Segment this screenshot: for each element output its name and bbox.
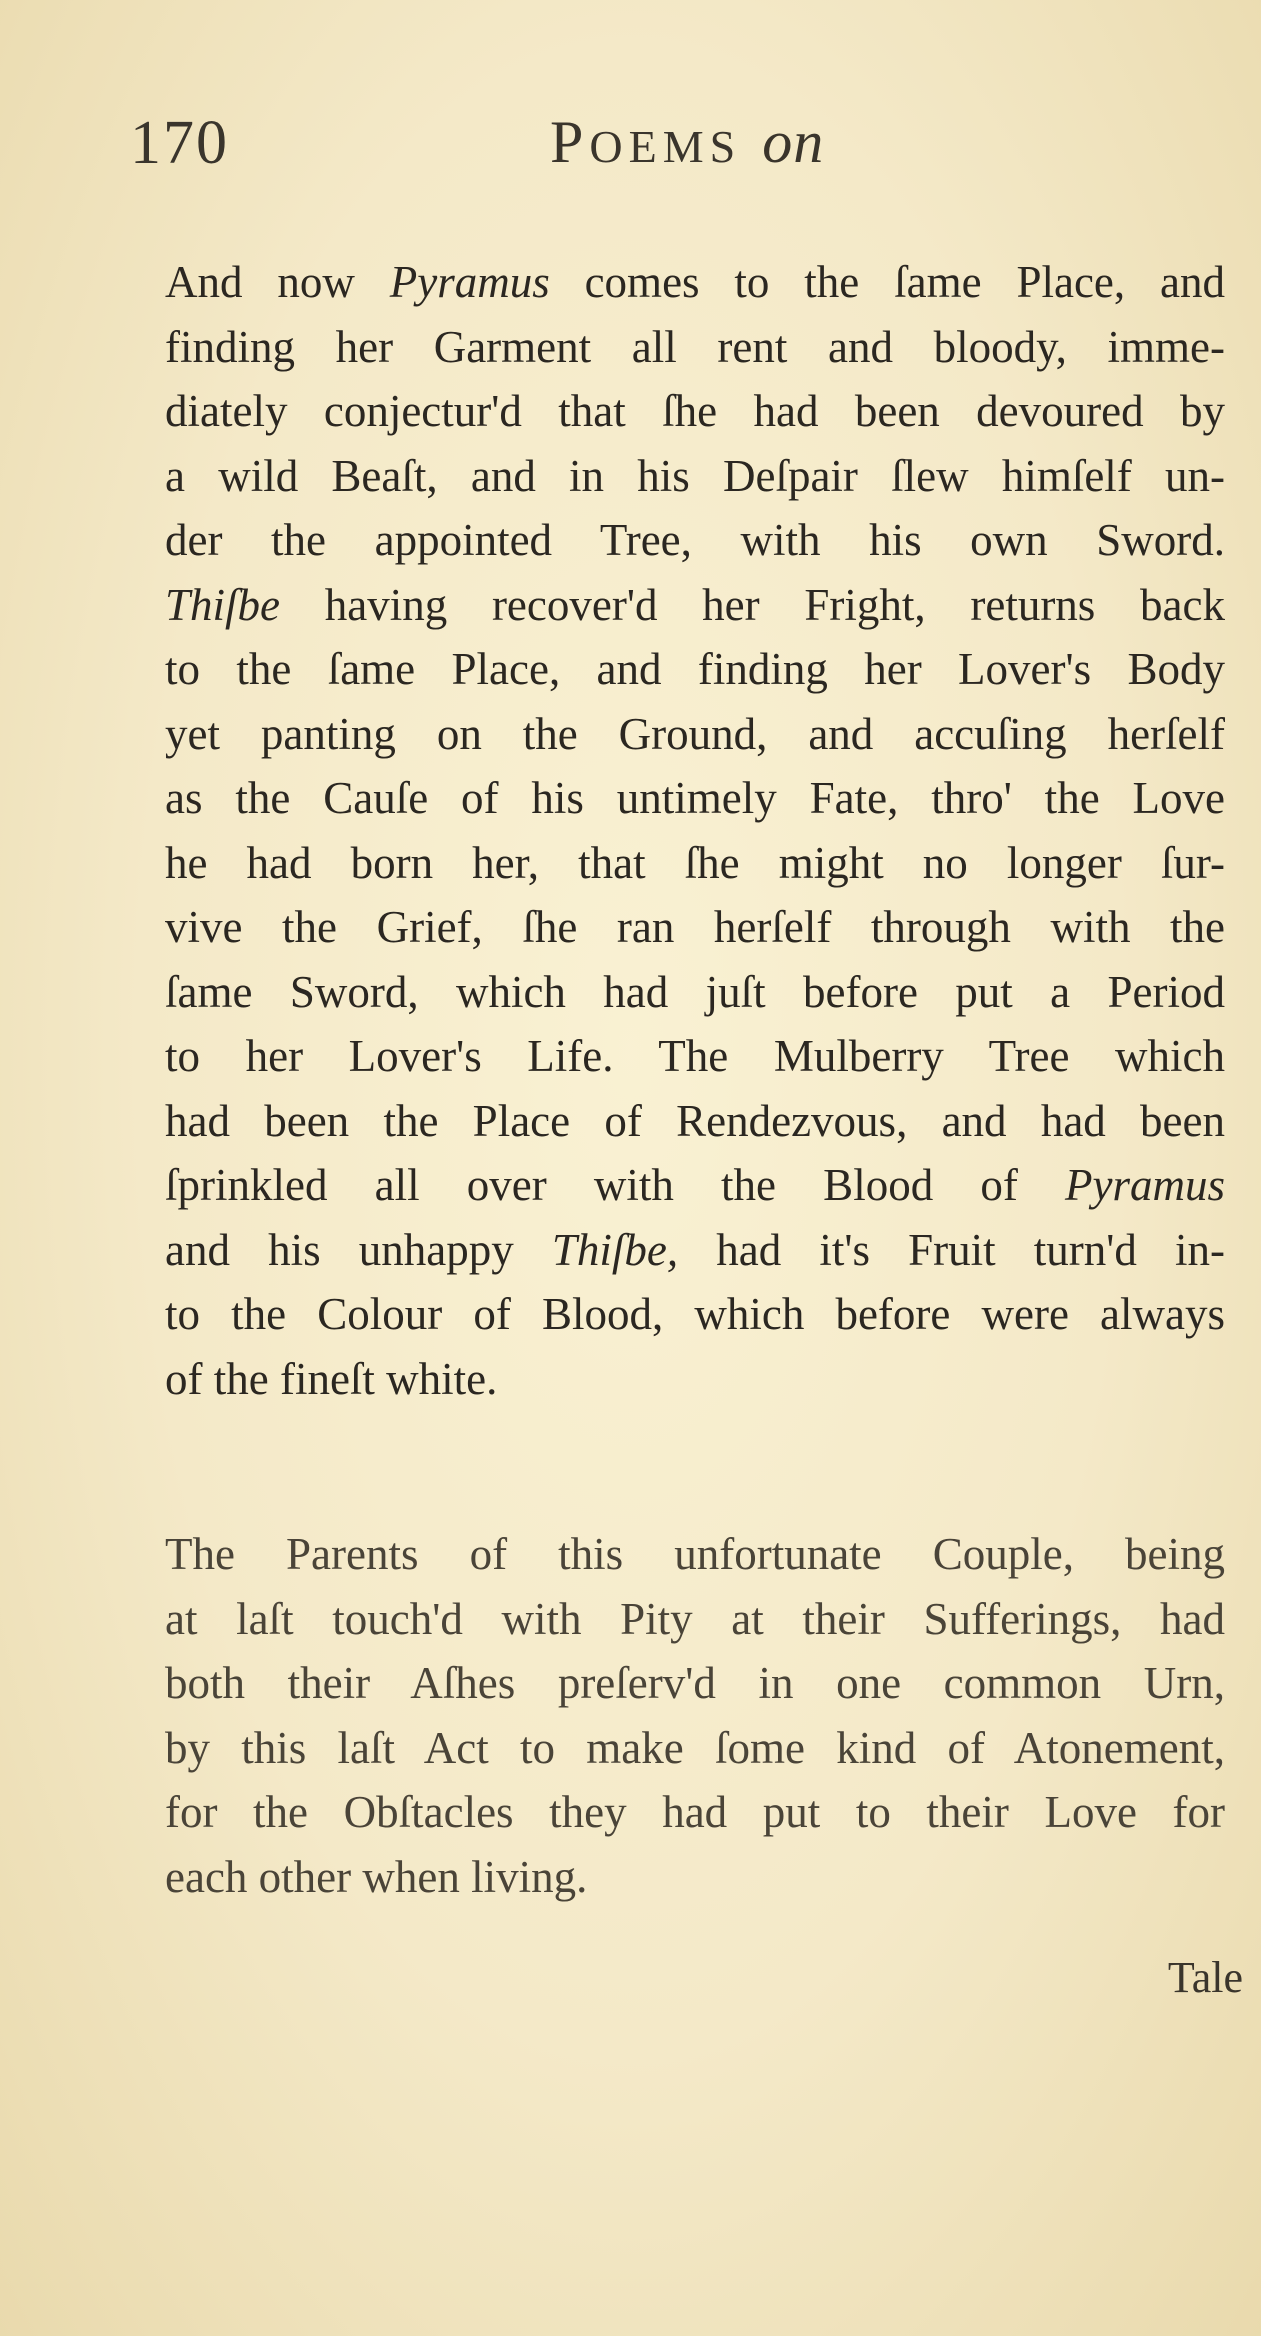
text-line: at laſt touch'd with Pity at their Sufferings, had: [165, 1593, 1225, 1644]
text-line: finding her Garment all rent and bloody, imme-: [165, 321, 1225, 372]
text-line: vive the Grief, ſhe ran herſelf through with the: [165, 902, 1225, 952]
catchword: Tale: [1167, 1953, 1243, 2002]
running-title-italic: on: [762, 109, 825, 175]
text-line: The Parents of this unfortunate Couple, being: [165, 1529, 1225, 1579]
running-title-small-caps: OEMS: [589, 121, 742, 172]
text-line: by this laſt Act to make ſome kind of Atonement,: [165, 1722, 1225, 1773]
paragraph-1: [165, 250, 1225, 1411]
text-line: yet panting on the Ground, and accuſing herſelf: [165, 708, 1225, 759]
text-line: der the appointed Tree, with his own Sword.: [165, 515, 1225, 565]
text-line: ſprinkled all over with the Blood of Pyramus: [165, 1160, 1225, 1210]
text-line: and his unhappy Thiſbe, had it's Fruit turn'd in-: [165, 1224, 1225, 1275]
text-line: of the fineſt white.: [165, 1353, 498, 1404]
running-title: [550, 108, 824, 177]
running-title-initial: P: [550, 109, 590, 175]
italic-name: Pyramus: [389, 257, 550, 307]
text-line: to her Lover's Life. The Mulberry Tree which: [165, 1031, 1225, 1081]
text-line: to the Colour of Blood, which before were always: [165, 1289, 1225, 1339]
text-line: each other when living.: [165, 1851, 588, 1902]
body-text: [165, 250, 1225, 1909]
text-line: both their Aſhes preſerv'd in one common Urn,: [165, 1658, 1225, 1708]
text-line: had been the Place of Rendezvous, and had been: [165, 1095, 1225, 1146]
text-line: And now Pyramus comes to the ſame Place, and: [165, 257, 1225, 307]
text-line: Thiſbe having recover'd her Fright, returns back: [165, 579, 1225, 630]
text-line: for the Obſtacles they had put to their Love for: [165, 1787, 1225, 1837]
text-line: as the Cauſe of his untimely Fate, thro' the Love: [165, 773, 1225, 823]
paragraph-2: [165, 1522, 1225, 1909]
page-number: 170: [130, 109, 229, 177]
text-line: diately conjectur'd that ſhe had been devoured by: [165, 386, 1225, 436]
text-line: a wild Beaſt, and in his Deſpair ſlew himſelf un-: [165, 450, 1225, 501]
italic-name: Pyramus: [1065, 1160, 1225, 1210]
italic-name: Thiſbe,: [551, 1224, 679, 1275]
running-head: [130, 108, 1230, 188]
italic-name: Thiſbe: [165, 579, 281, 630]
text-line: ſame Sword, which had juſt before put a Period: [165, 966, 1225, 1017]
text-line: he had born her, that ſhe might no longer ſur-: [165, 837, 1225, 888]
text-line: to the ſame Place, and finding her Lover's Body: [165, 644, 1225, 694]
